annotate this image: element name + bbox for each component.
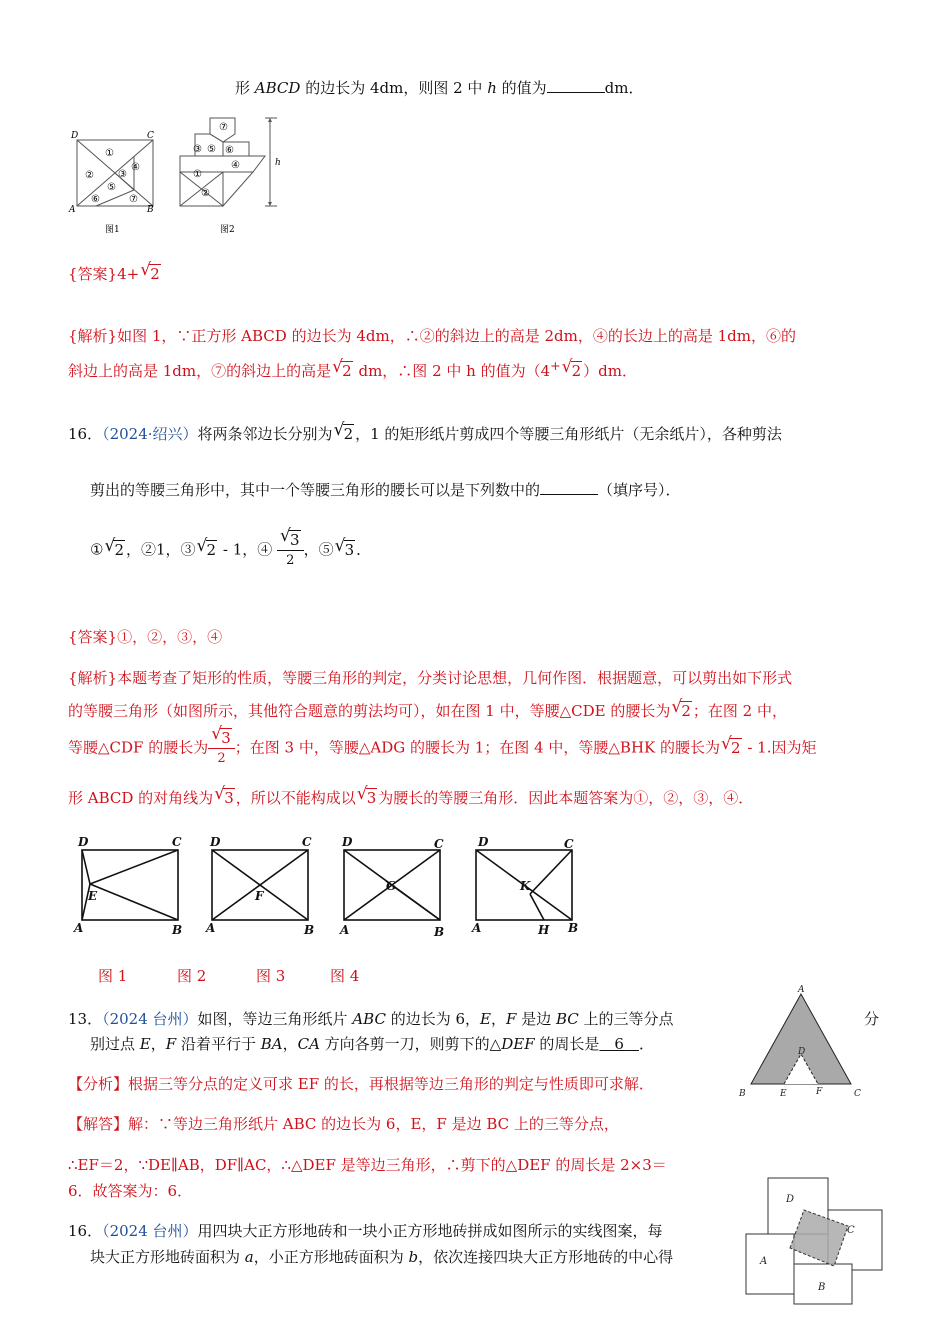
top-line [235, 78, 643, 98]
text: 的周长是 [534, 1035, 600, 1053]
question-number: 16． [68, 425, 103, 443]
denominator: 2 [286, 553, 295, 568]
sqrt: √ 2 [721, 733, 741, 757]
sqrt: √ 2 [561, 357, 582, 380]
caption-fig3: 图 3 [256, 967, 286, 985]
label-B: B [818, 1282, 826, 1293]
radicand: 3 [344, 540, 355, 559]
text: 方向各剪一刀，则剪下的△ [319, 1035, 502, 1053]
answer-blank [547, 78, 605, 93]
sqrt: √ 2 [333, 420, 354, 443]
radicand: 3 [224, 789, 234, 807]
fig1-caption: 图1 [105, 225, 120, 235]
analysis-13-line4: 6．故答案为：6． [68, 1182, 193, 1200]
text: a [244, 1248, 254, 1266]
text: - 1.因为矩 [742, 738, 817, 757]
text: 的等腰三角形（如图所示，其他符合题意的剪法均可），如在图 1 中，等腰△CDE 的腰长为 [68, 702, 671, 720]
text: 等腰△CDF 的腰长为 [68, 738, 209, 757]
question-number: 16． [68, 1222, 103, 1240]
text: （填序号）． [598, 481, 681, 499]
text: ． [356, 540, 372, 559]
text: F [506, 1010, 517, 1028]
fig2-caption: 图2 [220, 225, 235, 235]
text: 形 ABCD 的对角线为 [68, 789, 214, 807]
text: 为腰长的等腰三角形．因此本题答案为①，②，③，④． [378, 789, 754, 807]
piece-label: ④ [131, 162, 140, 173]
label-A: A [472, 921, 482, 935]
piece-label: ② [201, 188, 210, 199]
sqrt: √ 3 [356, 784, 377, 807]
radicand: 2 [571, 362, 582, 380]
question-source: （2024·绍兴） [102, 425, 198, 443]
q13-line2 [90, 1034, 654, 1054]
text: ABCD [254, 79, 301, 97]
label-B: B [172, 923, 183, 937]
sqrt: √ 3 [334, 535, 355, 559]
label-B: B [304, 923, 315, 937]
squares-figure [740, 1172, 885, 1308]
text: - 1，④ [218, 540, 273, 559]
caption-fig2: 图 2 [177, 967, 207, 985]
text: E [139, 1035, 151, 1053]
label-A: A [340, 923, 350, 937]
analysis-16-line4 [68, 784, 754, 808]
text: ， [491, 1010, 507, 1028]
answer-15 [68, 260, 162, 284]
sqrt: √ 2 [332, 357, 352, 380]
text: ① [90, 540, 104, 559]
piece-label: ⑥ [91, 194, 100, 205]
denominator: 2 [217, 751, 226, 766]
label-D: D [478, 835, 489, 849]
question-source: （2024 台州） [102, 1010, 198, 1028]
text: DEF [501, 1035, 535, 1053]
piece-label: ④ [231, 160, 240, 171]
label-D: D [78, 835, 89, 849]
text: ． [638, 1035, 654, 1053]
text: ，②1，③ [126, 540, 196, 559]
q13-line1 [68, 1009, 674, 1029]
radicand: 2 [731, 738, 741, 757]
label-A: A [760, 1256, 768, 1267]
answer-16: {答案}①，②，③，④ [68, 628, 223, 646]
piece-label: ③ [118, 169, 127, 180]
label-B: B [434, 925, 445, 939]
rect-fig2 [212, 850, 308, 920]
text: BA [260, 1035, 283, 1053]
analysis-16-line3 [68, 724, 817, 769]
question-source: （2024 台州） [102, 1222, 198, 1240]
text: ，所以不能构成以 [235, 789, 356, 807]
label-C: C [302, 835, 312, 849]
q16b-line2 [90, 1247, 673, 1267]
text: ；在图 3 中，等腰△ADG 的腰长为 1；在图 4 中，等腰△BHK 的腰长为 [234, 738, 720, 757]
sqrt: √ 3 [211, 724, 231, 747]
text: ）dm． [583, 362, 637, 380]
q16b-line1 [68, 1221, 663, 1241]
analysis-13-line3: ∴EF＝2，∵DE∥AB，DF∥AC，∴△DEF 是等边三角形，∴剪下的△DEF 的周长是 2×3＝ [68, 1156, 667, 1174]
label-G: G [386, 879, 397, 893]
label-F: F [816, 1087, 823, 1097]
rect-fig1 [82, 850, 178, 920]
text: 4+ [117, 265, 140, 283]
q13-line1-end: 分 [864, 1010, 880, 1028]
text: 的边长为 4dm，则图 2 中 [300, 79, 488, 97]
piece-label: ① [193, 169, 202, 180]
sqrt: √ 2 [104, 535, 124, 559]
piece-label: ⑦ [129, 194, 138, 205]
label-D: D [210, 835, 221, 849]
label-h: h [275, 158, 281, 168]
label-H: H [538, 923, 550, 937]
label-K: K [520, 879, 531, 893]
analysis-16-line1: {解析}本题考查了矩形的性质，等腰三角形的判定，分类讨论思想，几何作图．根据题意，可以剪出如下形式 [68, 669, 793, 687]
label-A: A [206, 921, 216, 935]
fraction [277, 526, 304, 571]
label-C: C [434, 837, 444, 851]
sqrt: √ 2 [671, 697, 691, 720]
text: ， [282, 1035, 298, 1053]
radicand: 2 [114, 540, 124, 559]
text: 如图，等边三角形纸片 [197, 1010, 353, 1028]
piece-label: ⑤ [207, 144, 216, 155]
text: CA [297, 1035, 320, 1053]
text: dm． [604, 79, 644, 97]
piece-label: ① [105, 148, 114, 159]
radicand: 2 [681, 702, 691, 720]
text: 上的三等分点 [578, 1010, 674, 1028]
arrow-down-icon [268, 202, 272, 206]
text: ABC [352, 1010, 386, 1028]
text: 将两条邻边长分别为 [197, 425, 333, 443]
question-number: 13． [68, 1010, 103, 1028]
tangram-figures [65, 112, 295, 237]
text: BC [555, 1010, 579, 1028]
text: 别过点 [90, 1035, 140, 1053]
arrow-up-icon [268, 118, 272, 122]
radicand: 2 [206, 540, 217, 559]
triangle-figure [735, 984, 865, 1102]
label-A: A [74, 921, 84, 935]
radicand: 3 [221, 729, 231, 747]
text: ；在图 2 中， [692, 702, 787, 720]
label-D: D [342, 835, 353, 849]
radicand: 3 [366, 789, 377, 807]
analysis-16-line2 [68, 697, 787, 721]
text: dm，∴图 2 中 h 的值为（4 [358, 362, 551, 380]
text: 沿着平行于 [176, 1035, 261, 1053]
sqrt: √ 2 [140, 260, 160, 283]
fraction [208, 724, 235, 769]
caption-fig4: 图 4 [330, 967, 360, 985]
q16a-line1 [68, 420, 782, 444]
q16a-options [90, 526, 372, 571]
piece-label: ③ [193, 144, 202, 155]
caption-fig1: 图 1 [98, 967, 128, 985]
text: ，1 的矩形纸片剪成四个等腰三角形纸片（无余纸片），各种剪法 [355, 425, 782, 443]
text: ，⑤ [303, 540, 334, 559]
label-B: B [568, 921, 579, 935]
text: 是边 [516, 1010, 556, 1028]
text: 剪出的等腰三角形中，其中一个等腰三角形的腰长可以是下列数中的 [90, 481, 541, 499]
text: b [408, 1248, 419, 1266]
label-E: E [780, 1089, 787, 1099]
label-D: D [71, 131, 79, 141]
text: {答案} [68, 265, 118, 283]
radicand: 3 [290, 531, 300, 549]
label-C: C [847, 1225, 855, 1236]
label-A: A [798, 985, 805, 995]
radicand: 2 [343, 425, 354, 443]
answer-value: 6 [599, 1035, 639, 1053]
label-B: B [147, 205, 154, 215]
text: 块大正方形地砖面积为 [90, 1248, 245, 1266]
text: E [480, 1010, 491, 1028]
text: 形 [235, 79, 255, 97]
text: 的值为 [496, 79, 547, 97]
text: ， [150, 1035, 166, 1053]
answer-blank [540, 480, 598, 495]
text: 用四块大正方形地砖和一块小正方形地砖拼成如图所示的实线图案，每 [197, 1222, 663, 1240]
piece-label: ⑦ [219, 122, 228, 133]
analysis-13-jieda: 【解答】解：∵等边三角形纸片 ABC 的边长为 6，E，F 是边 BC 上的三等分点， [68, 1115, 619, 1133]
radicand: 2 [342, 362, 352, 380]
piece-label: ⑤ [107, 182, 116, 193]
label-C: C [147, 131, 154, 141]
text: + [550, 358, 561, 373]
label-F: F [255, 889, 264, 903]
label-C: C [564, 837, 574, 851]
text: F [165, 1035, 177, 1053]
label-C: C [854, 1089, 861, 1099]
analysis-13-fenxi: 【分析】根据三等分点的定义可求 EF 的长，再根据等边三角形的判定与性质即可求解． [68, 1075, 654, 1093]
q16a-line2 [90, 480, 681, 500]
label-A: A [69, 205, 76, 215]
piece-label: ⑥ [225, 145, 234, 156]
label-D: D [798, 1047, 806, 1057]
text: 的边长为 6， [385, 1010, 481, 1028]
rectangle-figures [68, 832, 588, 940]
sqrt: √ 2 [196, 535, 217, 559]
text: ，依次连接四块大正方形地砖的中心得 [418, 1248, 674, 1266]
label-B: B [739, 1089, 746, 1099]
text: 斜边上的高是 1dm，⑦的斜边上的高是 [68, 362, 332, 380]
sqrt: √ 3 [280, 526, 300, 549]
analysis-15-line1: {解析}如图 1，∵正方形 ABCD 的边长为 4dm，∴②的斜边上的高是 2dm，④的长边上的高是 1dm，⑥的 [68, 327, 796, 345]
label-E: E [88, 889, 98, 903]
text: h [487, 79, 497, 97]
text: ，小正方形地砖面积为 [253, 1248, 409, 1266]
radicand: 2 [150, 265, 160, 283]
piece-label: ② [85, 170, 94, 181]
analysis-15-line2 [68, 356, 637, 381]
label-D: D [786, 1194, 795, 1205]
label-C: C [172, 835, 182, 849]
sqrt: √ 3 [214, 784, 234, 807]
